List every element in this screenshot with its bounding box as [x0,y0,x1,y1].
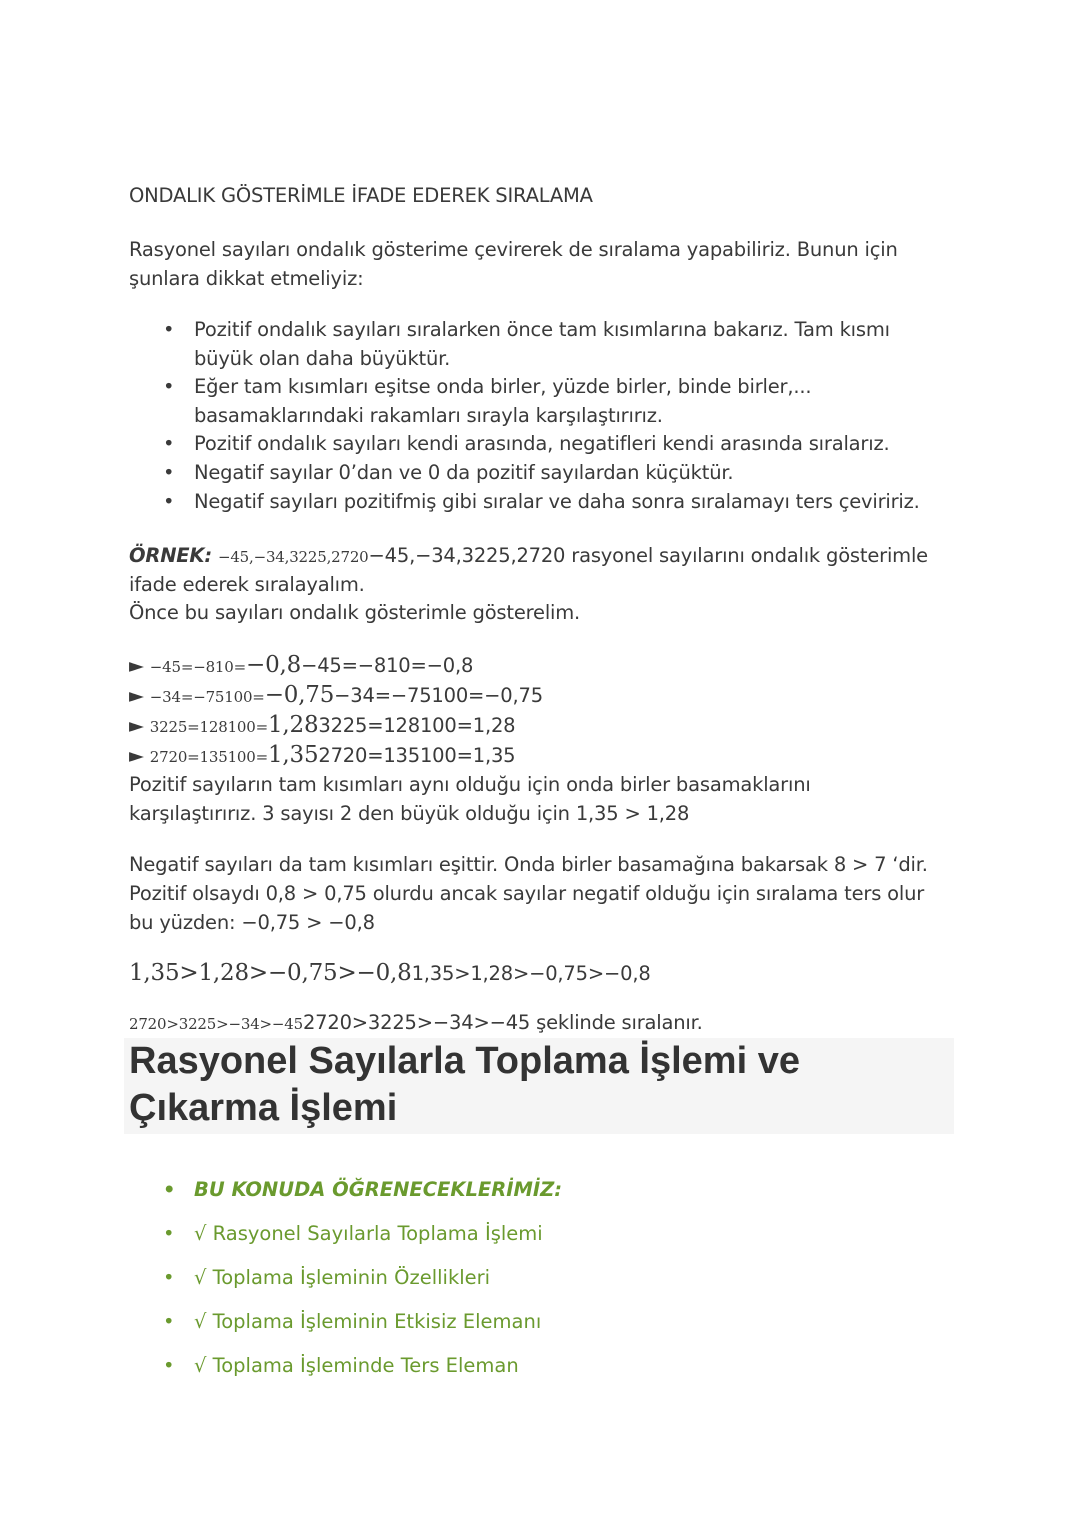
conversion-result: 1,35 [267,742,319,768]
conversion-plain: 2720=135100=1,35 [318,744,516,767]
conversion-plain: 3225=128100=1,28 [318,714,516,737]
negative-explanation-line: Negatif sayıları da tam kısımları eşittir. Onda birler basamağına bakarsak 8 > 7 ‘dir. [129,853,928,876]
arrow-icon: ► [129,684,144,707]
example-line-1 [129,544,928,567]
example-line-3: Önce bu sayıları ondalık gösterimle gösterelim. [129,601,581,624]
conversion-fraction: 3225=128100= [149,718,268,736]
rule-item: • Negatif sayılar 0’dan ve 0 da pozitif sayılardan küçüktür. [129,459,949,488]
example-math: −45,−34,3225,2720 [217,548,369,566]
ordering-decimal-math: 1,35>1,28>−0,75>−0,8 [129,960,412,986]
conversion-result: −0,8 [246,652,302,678]
example-label: ÖRNEK: [129,544,212,567]
conversion-fraction: −45=−810= [149,658,246,676]
rule-item: • Eğer tam kısımları eşitse onda birler, yüzde birler, binde birler,... basamaklarındaki rakamları sırayla karşılaştırırız. [129,373,949,430]
arrow-icon: ► [129,714,144,737]
conversion-row [129,742,515,768]
conversion-fraction: 2720=135100= [149,748,268,766]
conversion-fraction: −34=−75100= [149,688,265,706]
arrow-icon: ► [129,744,144,767]
rule-item: • Pozitif ondalık sayıları sıralarken önce tam kısımlarına bakarız. Tam kısmı büyük olan daha büyüktür. [129,316,949,373]
intro-paragraph: Rasyonel sayıları ondalık gösterime çevirerek de sıralama yapabiliriz. Bunun için şunlara dikkat etmeliyiz: [129,238,898,290]
arrow-icon: ► [129,654,144,677]
conversion-row [129,682,543,708]
ordering-fraction-plain: 2720>3225>−34>−45 şeklinde sıralanır. [302,1011,703,1034]
topic-item: • √ Toplama İşleminin Etkisiz Elemanı [129,1300,562,1344]
topic-item: • √ Toplama İşleminin Özellikleri [129,1256,562,1300]
topic-item: • √ Rasyonel Sayılarla Toplama İşlemi [129,1212,562,1256]
rule-item: • Negatif sayıları pozitifmiş gibi sıralar ve daha sonra sıralamayı ters çeviririz. [129,488,949,517]
rule-item: • Pozitif ondalık sayıları kendi arasında, negatifleri kendi arasında sıralarız. [129,430,949,459]
ordering-fraction [129,1011,703,1034]
topics-list [129,1168,562,1388]
section-title: ONDALIK GÖSTERİMLE İFADE EDEREK SIRALAMA [129,184,593,207]
example-line-2: ifade ederek sıralayalım. [129,573,365,596]
conversion-plain: −45=−810=−0,8 [301,654,474,677]
page-heading: Rasyonel Sayılarla Toplama İşlemi ve Çıkarma İşlemi [129,1040,800,1129]
conversion-row [129,712,515,738]
conversion-plain: −34=−75100=−0,75 [334,684,543,707]
negative-explanation-line: Pozitif olsaydı 0,8 > 0,75 olurdu ancak sayılar negatif olduğu için sıralama ters olur [129,882,925,905]
rules-list [129,316,949,516]
example-text: −45,−34,3225,2720 rasyonel sayılarını ondalık gösterimle [368,544,928,567]
topic-item: • √ Toplama İşleminde Ters Eleman [129,1344,562,1388]
conversion-result: 1,28 [267,712,319,738]
positive-explanation-line: Pozitif sayıların tam kısımları aynı olduğu için onda birler basamaklarını [129,773,811,796]
conversion-result: −0,75 [264,682,335,708]
ordering-decimal-plain: 1,35>1,28>−0,75>−0,8 [411,962,651,985]
conversion-row [129,652,473,678]
ordering-decimal [129,960,651,986]
positive-explanation-line: karşılaştırırız. 3 sayısı 2 den büyük olduğu için 1,35 > 1,28 [129,802,690,825]
negative-explanation-line: bu yüzden: −0,75 > −0,8 [129,911,375,934]
topics-title: • BU KONUDA ÖĞRENECEKLERİMİZ: [129,1168,562,1212]
ordering-fraction-math: 2720>3225>−34>−45 [129,1015,303,1033]
